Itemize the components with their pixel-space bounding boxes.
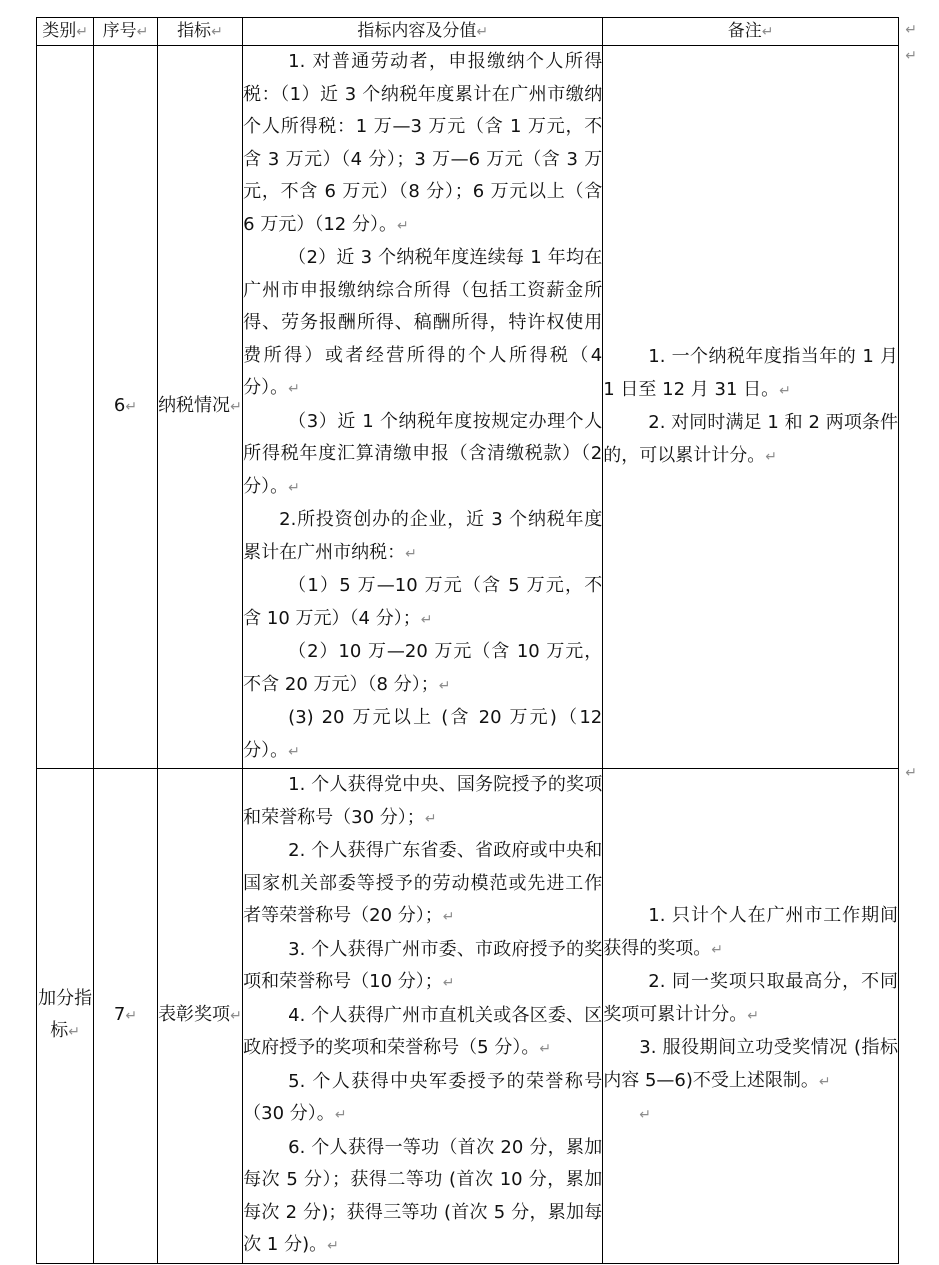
table-row xyxy=(37,46,899,769)
content-paragraph: 3. 个人获得广州市委、市政府授予的奖项和荣誉称号（10 分）；↵ xyxy=(243,938,603,992)
category-cell xyxy=(37,46,94,769)
content-paragraph: (3) 20 万元以上 (含 20 万元)（12 分）。↵ xyxy=(243,707,603,761)
header-row xyxy=(37,18,899,46)
content-paragraph: 2.所投资创办的企业，近 3 个纳税年度累计在广州市纳税：↵ xyxy=(243,509,603,563)
content-paragraph: 6. 个人获得一等功（首次 20 分，累加每次 5 分）；获得二等功 (首次 10 分，累加每次 2 分)；获得三等功 (首次 5 分，累加每次 1 分)。↵ xyxy=(243,1136,603,1255)
note-paragraph: 2. 同一奖项只取最高分，不同奖项可累计计分。↵ xyxy=(603,971,898,1025)
note-paragraph: 2. 对同时满足 1 和 2 两项条件的，可以累计计分。↵ xyxy=(603,412,898,466)
category-cell: 加分指标↵ xyxy=(37,769,94,1264)
content-paragraph: （1）5 万—10 万元（含 5 万元，不含 10 万元）（4 分）；↵ xyxy=(243,575,603,629)
header-content: 指标内容及分值↵ xyxy=(243,18,603,46)
indicator-cell: 表彰奖项↵ xyxy=(157,769,242,1264)
content-paragraph: 4. 个人获得广州市直机关或各区委、区政府授予的奖项和荣誉称号（5 分）。↵ xyxy=(243,1004,603,1058)
header-note: 备注↵ xyxy=(603,18,899,46)
index-cell: 6↵ xyxy=(94,46,157,769)
note-cell xyxy=(603,769,899,1264)
indicator-table xyxy=(36,17,899,1264)
end-of-row-mark: ↵ xyxy=(905,765,917,781)
content-paragraph: 2. 个人获得广东省委、省政府或中央和国家机关部委等授予的劳动模范或先进工作者等荣誉称号（20 分）；↵ xyxy=(243,840,603,926)
empty-paragraph: ↵ xyxy=(639,1107,651,1123)
content-paragraph: （2）近 3 个纳税年度连续每 1 年均在广州市申报缴纳综合所得（包括工资薪金所得、劳务报酬所得、稿酬所得，特许权使用费所得）或者经营所得的个人所得税（4 分）。↵ xyxy=(243,247,603,398)
indicator-cell: 纳税情况↵ xyxy=(157,46,242,769)
content-cell xyxy=(243,769,603,1264)
end-of-row-mark: ↵ xyxy=(905,48,917,64)
note-paragraph: 3. 服役期间立功受奖情况 (指标内容 5—6)不受上述限制。↵ xyxy=(603,1037,898,1091)
content-paragraph: 5. 个人获得中央军委授予的荣誉称号（30 分）。↵ xyxy=(243,1070,603,1124)
content-paragraph: 1. 对普通劳动者，申报缴纳个人所得税：（1）近 3 个纳税年度累计在广州市缴纳个人所得税：1 万—3 万元（含 1 万元，不含 3 万元）（4 分）；3 万—6 万元（含 3 万元，不含 6 万元）（8 分）；6 万元以上（含 6 万元）（12 分）。↵ xyxy=(243,51,603,235)
content-cell xyxy=(243,46,603,769)
header-indicator: 指标↵ xyxy=(157,18,242,46)
table-row xyxy=(37,769,899,1264)
end-of-row-mark: ↵ xyxy=(905,22,917,38)
note-paragraph: 1. 一个纳税年度指当年的 1 月 1 日至 12 月 31 日。↵ xyxy=(603,346,898,400)
note-cell xyxy=(603,46,899,769)
header-index: 序号↵ xyxy=(94,18,157,46)
content-paragraph: （2）10 万—20 万元（含 10 万元，不含 20 万元）（8 分）；↵ xyxy=(243,641,603,695)
content-paragraph: （3）近 1 个纳税年度按规定办理个人所得税年度汇算清缴申报（含清缴税款）（2 分）。↵ xyxy=(243,410,603,497)
index-cell: 7↵ xyxy=(94,769,157,1264)
content-paragraph: 1. 个人获得党中央、国务院授予的奖项和荣誉称号（30 分）；↵ xyxy=(243,774,603,828)
header-category: 类别↵ xyxy=(37,18,94,46)
note-paragraph: 1. 只计个人在广州市工作期间获得的奖项。↵ xyxy=(603,905,898,959)
